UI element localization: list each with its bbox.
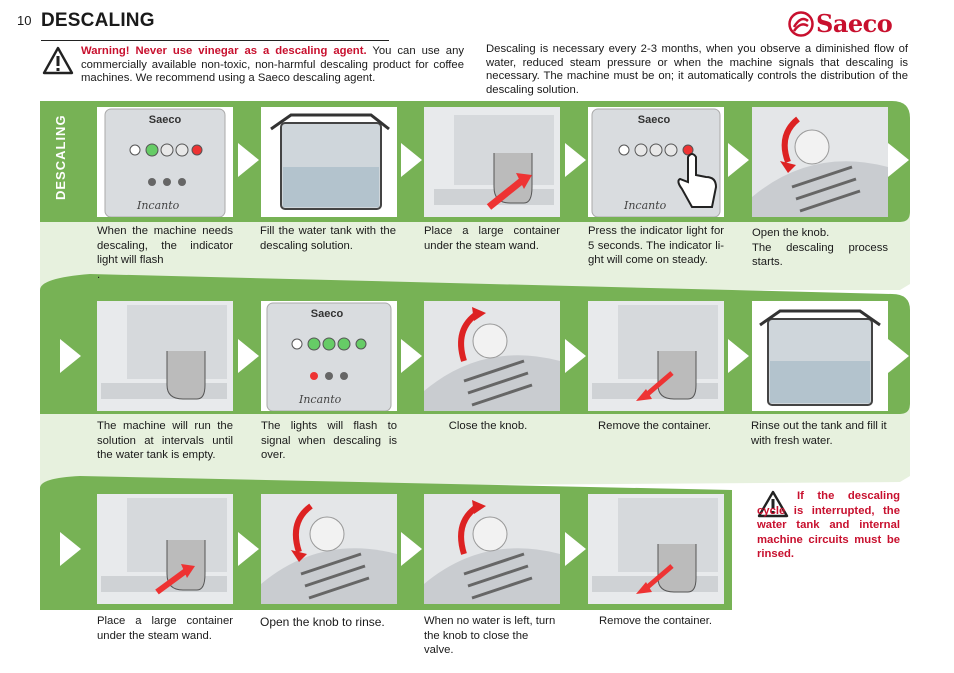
side-label: DESCALING [53, 114, 68, 200]
panel-model: Incanto [624, 199, 667, 212]
warning-body: You can use any commercially available non-toxic, non-harmful descaling product for coffee machines. We recommend using a Saeco descaling agent. [81, 45, 464, 84]
next-arrow-icon [728, 339, 749, 373]
step-image-container-under-wand [97, 494, 233, 604]
step-image-machine-running [97, 301, 233, 411]
next-arrow-icon [401, 143, 422, 177]
step-caption: Open the knob. The descaling process starts. [752, 227, 888, 268]
step-caption: Press the indicator light for 5 seconds. The indicator li-ght will come on steady. [588, 225, 724, 266]
panel-model: Incanto [299, 393, 342, 406]
next-arrow-icon [888, 143, 909, 177]
next-arrow-icon [565, 339, 586, 373]
step-caption: Rinse out the tank and fill it with fresh water. [751, 420, 887, 447]
step-caption: Place a large container under the steam wand. [97, 615, 233, 642]
next-arrow-icon [565, 143, 586, 177]
step-caption: When no water is left, turn the knob to close the valve. [424, 615, 556, 656]
step-caption: The machine will run the solution at intervals until the water tank is empty. [97, 420, 233, 461]
step-caption: When the machine needs descaling, the indicator light will flash . [97, 225, 233, 281]
next-arrow-icon [238, 143, 259, 177]
step-image-remove-container [588, 494, 724, 604]
interruption-note: If the descaling cycle is interrupted, the water tank and internal machine circuits must be rinsed. [757, 490, 900, 560]
step-caption: Fill the water tank with the descaling solution. [260, 225, 396, 252]
saeco-swirl-icon [788, 11, 814, 37]
title-rule [41, 40, 389, 41]
page-title: DESCALING [41, 10, 155, 31]
step-image-press-button [588, 107, 724, 217]
next-arrow-icon [565, 532, 586, 566]
next-arrow-icon [728, 143, 749, 177]
step-caption: Remove the container. [598, 420, 712, 432]
step-image-remove-container [588, 301, 724, 411]
next-arrow-icon [60, 339, 81, 373]
step-image-close-knob [424, 301, 560, 411]
next-arrow-icon [60, 532, 81, 566]
step-caption: Remove the container. [599, 615, 713, 627]
warning-text [81, 45, 464, 86]
intro-paragraph: Descaling is necessary every 2-3 months, when you observe a diminished flow of water, reduced steam pressure or when the machine signals that descaling is necessary. The machine must be on; it automatically controls the distribution of the descaling solution. [486, 43, 908, 96]
next-arrow-icon [888, 339, 909, 373]
step-image-rinse-tank [752, 301, 888, 411]
next-arrow-icon [238, 339, 259, 373]
panel-brand: Saeco [148, 114, 182, 126]
step-image-water-tank [261, 107, 397, 217]
next-arrow-icon [401, 532, 422, 566]
saeco-logo [788, 9, 908, 39]
panel-model: Incanto [137, 199, 180, 212]
page-number: 10 [17, 13, 32, 28]
logo-text: Saeco [816, 9, 893, 38]
step-caption: Place a large container under the steam wand. [424, 225, 560, 252]
next-arrow-icon [401, 339, 422, 373]
warning-icon [42, 46, 74, 76]
step-image-open-knob [752, 107, 888, 217]
step-caption: The lights will flash to signal when descaling is over. [261, 420, 397, 461]
step-caption: Open the knob to rinse. [260, 615, 385, 629]
panel-brand: Saeco [310, 308, 344, 320]
panel-brand: Saeco [637, 114, 671, 126]
step-image-open-knob [261, 494, 397, 604]
step-image-close-knob [424, 494, 560, 604]
step-image-lights-flash [261, 301, 397, 411]
step-caption: Close the knob. [448, 420, 528, 432]
step-image-control-panel [97, 107, 233, 217]
next-arrow-icon [238, 532, 259, 566]
warning-bold: Warning! Never use vinegar as a descaling agent. [81, 45, 367, 57]
step-image-container-under-wand [424, 107, 560, 217]
